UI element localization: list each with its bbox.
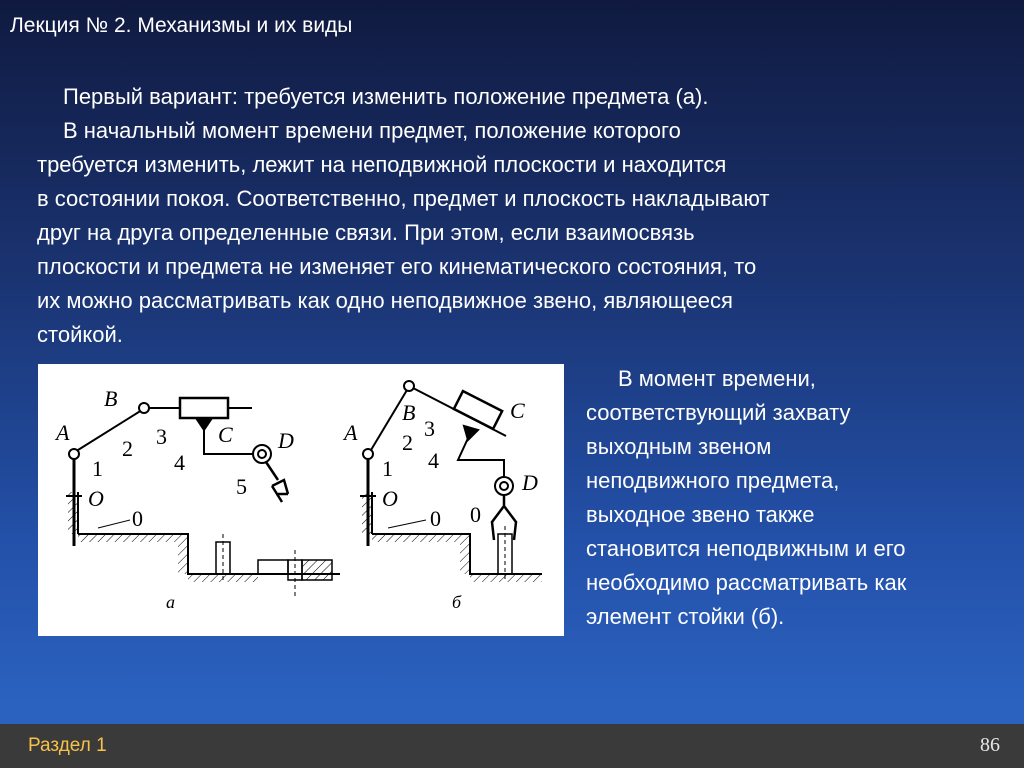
main-text-line: в состоянии покоя. Соответственно, предмет и плоскость накладывают xyxy=(37,186,770,211)
side-text-line: В момент времени, xyxy=(618,366,816,391)
ground-hatch-a1 xyxy=(78,534,188,542)
label-b-O: O xyxy=(382,486,398,511)
label-b-2: 2 xyxy=(402,430,413,455)
side-text-line: становится неподвижным и его xyxy=(586,536,906,561)
slide-title: Лекция № 2. Механизмы и их виды xyxy=(10,14,353,37)
caption-a: а xyxy=(166,592,175,612)
caption-b: б xyxy=(452,592,462,612)
label-a-A: A xyxy=(56,420,70,445)
main-paragraph xyxy=(37,80,997,352)
main-text-line: стойкой. xyxy=(37,322,123,347)
slider-c-b xyxy=(454,391,502,429)
label-b-A: A xyxy=(344,420,358,445)
label-a-2: 2 xyxy=(122,436,133,461)
label-a-3: 3 xyxy=(156,424,167,449)
label-a-C: C xyxy=(218,422,233,447)
label-b-4: 4 xyxy=(428,448,439,473)
label-a-0: 0 xyxy=(132,506,143,531)
gripper-5-a xyxy=(266,462,288,502)
diagram-a xyxy=(66,398,340,598)
footer-bar xyxy=(0,724,1024,768)
label-a-D: D xyxy=(278,428,294,453)
label-a-1: 1 xyxy=(92,456,103,481)
label-a-5: 5 xyxy=(236,474,247,499)
side-text-line: необходимо рассматривать как xyxy=(586,570,907,595)
main-text-line: друг на друга определенные связи. При этом, если взаимосвязь xyxy=(37,220,695,245)
label-b-3: 3 xyxy=(424,416,435,441)
label-a-B: B xyxy=(104,386,118,411)
main-text-line: Первый вариант: требуется изменить положение предмета (а). xyxy=(63,84,709,109)
joint-b-b xyxy=(404,381,414,391)
label-b-C: C xyxy=(510,398,525,423)
mechanism-figure xyxy=(38,364,564,636)
target-slot-a xyxy=(258,560,288,574)
slider-c-a xyxy=(180,398,228,418)
label-b-1: 1 xyxy=(382,456,393,481)
side-text-line: соответствующий захвату xyxy=(586,400,851,425)
label-b-B: B xyxy=(402,400,416,425)
page-number: 86 xyxy=(980,734,1000,756)
side-text-line: элемент стойки (б). xyxy=(586,604,785,629)
label-a-4: 4 xyxy=(174,450,185,475)
footer-section-label: Раздел 1 xyxy=(28,735,107,756)
main-text-line: их можно рассматривать как одно неподвижное звено, являющееся xyxy=(37,288,733,313)
main-text-line: плоскости и предмета не изменяет его кинематического состояния, то xyxy=(37,254,757,279)
main-text-line: В начальный момент времени предмет, положение которого xyxy=(63,118,681,143)
ground-hatch-a2 xyxy=(178,542,188,574)
label-b-D: D xyxy=(522,470,538,495)
side-text-line: выходное звено также xyxy=(586,502,815,527)
label-a-O: O xyxy=(88,486,104,511)
side-paragraph xyxy=(586,362,1016,634)
joint-b-a xyxy=(139,403,149,413)
main-text-line: требуется изменить, лежит на неподвижной плоскости и находится xyxy=(37,152,727,177)
joint-a-a xyxy=(69,449,79,459)
link-4-b xyxy=(458,436,504,476)
label-b-0b: 0 xyxy=(430,506,441,531)
side-text-line: выходным звеном xyxy=(586,434,772,459)
joint-a-b xyxy=(363,449,373,459)
side-text-line: неподвижного предмета, xyxy=(586,468,840,493)
label-b-0a: 0 xyxy=(470,502,481,527)
